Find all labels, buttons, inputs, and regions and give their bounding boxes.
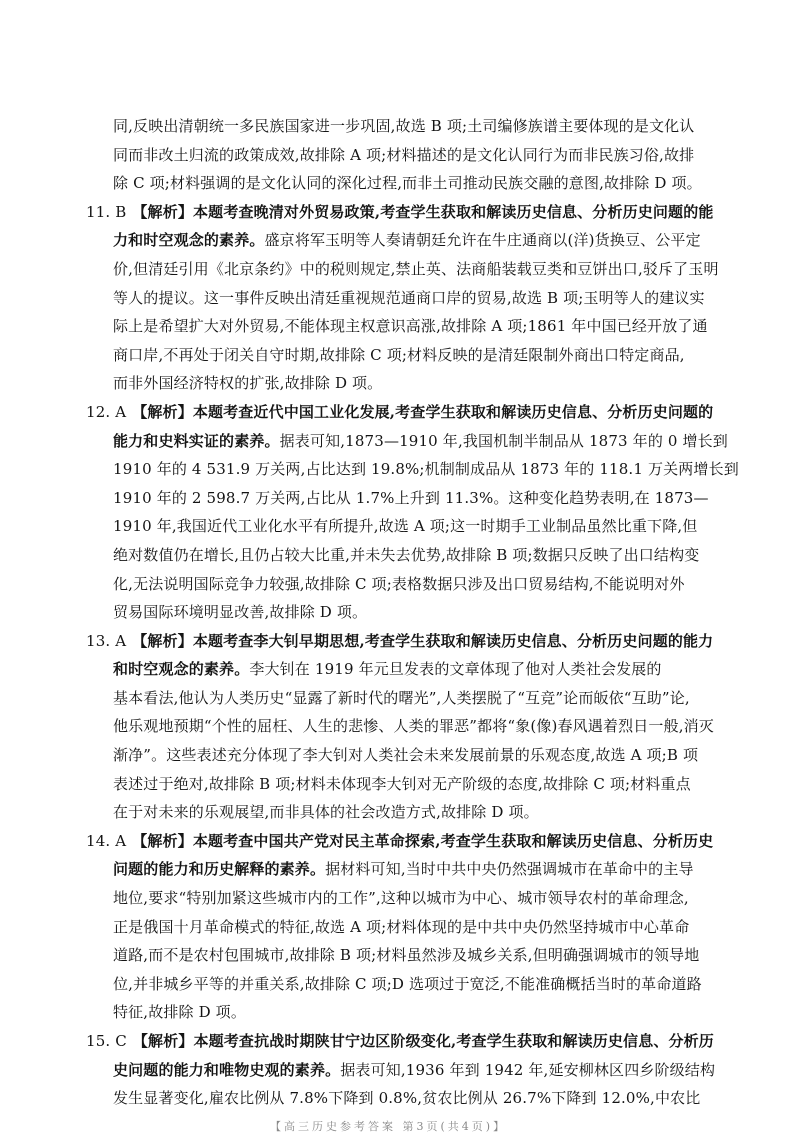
analysis-heading-cont: 史问题的能力和唯物史观的素养。 <box>113 1060 341 1079</box>
text-line: 化,无法说明国际竞争力较强,故排除 C 项;表格数据只涉及出口贸易结构,不能说明对外 <box>113 574 685 593</box>
analysis-heading: 本题考查中国共产党对民主革命探索,考查学生获取和解读历史信息、分析历史 <box>192 831 714 850</box>
text-line: 位,并非城乡平等的并重关系,故排除 C 项;D 选项过于宽泛,不能准确概括当时的革命道路 <box>113 974 702 993</box>
text-line: 除 C 项;材料强调的是文化认同的深化过程,而非土司推动民族交融的意图,故排除 D 项。 <box>113 174 702 193</box>
answer-key-text <box>86 112 750 1113</box>
text-line: 而非外国经济特权的扩张,故排除 D 项。 <box>113 374 383 393</box>
analysis-heading: 本题考查李大钊早期思想,考查学生获取和解读历史信息、分析历史问题的能力 <box>192 631 714 650</box>
text-line: 1910 年,我国近代工业化水平有所提升,故选 A 项;这一时期手工业制品虽然比重下降,但 <box>113 517 698 536</box>
text-line: 在于对未来的乐观展望,而非具体的社会改造方式,故排除 D 项。 <box>113 803 539 822</box>
answer-item-11 <box>86 198 750 398</box>
analysis-heading: 本题考查晚清对外贸易政策,考查学生获取和解读历史信息、分析历史问题的能 <box>193 202 714 221</box>
analysis-tag: 【解析】 <box>132 402 193 421</box>
answer-item-14 <box>86 827 750 1027</box>
intro-paragraph <box>86 112 750 198</box>
text-line: 地位,要求“特别加紧这些城市内的工作”,这种以城市为中心、城市领导农村的革命理念, <box>113 889 689 908</box>
text-line: 等人的提议。这一事件反映出清廷重视规范通商口岸的贸易,故选 B 项;玉明等人的建议实 <box>113 288 705 307</box>
item-answer: 13. A <box>86 631 127 650</box>
analysis-heading-cont: 和时空观念的素养。 <box>113 660 250 679</box>
analysis-text: 盛京将军玉明等人奏请朝廷允许在牛庄通商以(洋)货换豆、公平定 <box>264 231 701 250</box>
analysis-text: 据材料可知,当时中共中央仍然强调城市在革命中的主导 <box>325 860 694 879</box>
page-footer: 【高三历史参考答案 第3页(共4页)】 <box>270 1120 508 1133</box>
item-answer: 15. C <box>86 1032 127 1050</box>
text-line: 基本看法,他认为人类历史“显露了新时代的曙光”,人类摆脱了“互竞”论而皈依“互助”论, <box>113 688 690 707</box>
analysis-tag: 【解析】 <box>132 1032 194 1050</box>
text-line: 绝对数值仍在增长,且仍占较大比重,并未失去优势,故排除 B 项;数据只反映了出口结构变 <box>113 545 700 564</box>
analysis-text: 据表可知,1873—1910 年,我国机制半制品从 1873 年的 0 增长到 <box>279 431 728 450</box>
analysis-tag: 【解析】 <box>132 202 194 221</box>
text-line: 发生显著变化,雇农比例从 7.8%下降到 0.8%,贫农比例从 26.7%下降到 12.0%,中农比 <box>113 1089 701 1108</box>
analysis-tag: 【解析】 <box>132 831 193 850</box>
answer-item-15 <box>86 1027 750 1113</box>
text-line: 商口岸,不再处于闭关自守时期,故排除 C 项;材料反映的是清廷限制外商出口特定商品, <box>113 345 685 364</box>
analysis-heading-cont: 力和时空观念的素养。 <box>113 231 265 250</box>
text-line: 特征,故排除 D 项。 <box>113 1003 246 1022</box>
analysis-heading: 本题考查近代中国工业化发展,考查学生获取和解读历史信息、分析历史问题的 <box>192 402 714 421</box>
text-line: 同,反映出清朝统一多民族国家进一步巩固,故选 B 项;土司编修族谱主要体现的是文化认 <box>113 117 695 135</box>
text-line: 他乐观地预期“个性的屈枉、人生的悲惨、人类的罪恶”都将“象(像)春风遇着烈日一般,消灭 <box>113 717 714 736</box>
analysis-text: 李大钊在 1919 年元旦发表的文章体现了他对人类社会发展的 <box>249 660 662 679</box>
item-answer: 11. B <box>86 202 127 221</box>
text-line: 际上是希望扩大对外贸易,不能体现主权意识高涨,故排除 A 项;1861 年中国已经开放了通 <box>113 317 708 336</box>
analysis-text: 据表可知,1936 年到 1942 年,延安柳林区四乡阶级结构 <box>340 1060 716 1079</box>
text-line: 正是俄国十月革命模式的特征,故选 A 项;材料体现的是中共中央仍然坚持城市中心革命 <box>113 917 690 936</box>
answer-item-12 <box>86 398 750 627</box>
text-line: 表述过于绝对,故排除 B 项;材料未体现李大钊对无产阶级的态度,故排除 C 项;材料重点 <box>113 774 691 793</box>
text-line: 价,但清廷引用《北京条约》中的税则规定,禁止英、法商船装载豆类和豆饼出口,驳斥了玉明 <box>113 259 719 278</box>
analysis-heading-cont: 能力和史料实证的素养。 <box>113 431 280 450</box>
text-line: 1910 年的 2 598.7 万关两,占比从 1.7%上升到 11.3%。这种变化趋势表明,在 1873— <box>113 488 709 507</box>
analysis-heading: 本题考查抗战时期陕甘宁边区阶级变化,考查学生获取和解读历史信息、分析历 <box>193 1032 714 1050</box>
analysis-tag: 【解析】 <box>132 631 193 650</box>
text-line: 道路,而不是农村包围城市,故排除 B 项;材料虽然涉及城乡关系,但明确强调城市的领导地 <box>113 946 700 965</box>
text-line: 同而非改土归流的政策成效,故排除 A 项;材料描述的是文化认同行为而非民族习俗,故排 <box>113 145 695 164</box>
text-line: 1910 年的 4 531.9 万关两,占比达到 19.8%;机制制成品从 1873 年的 118.1 万关两增长到 <box>113 460 739 479</box>
answer-item-13 <box>86 627 750 827</box>
text-line: 贸易国际环境明显改善,故排除 D 项。 <box>113 603 368 622</box>
item-answer: 12. A <box>86 402 127 421</box>
analysis-heading-cont: 问题的能力和历史解释的素养。 <box>113 860 326 879</box>
item-answer: 14. A <box>86 831 127 850</box>
text-line: 渐净”。这些表述充分体现了李大钊对人类社会未来发展前景的乐观态度,故选 A 项;B 项 <box>113 746 699 765</box>
